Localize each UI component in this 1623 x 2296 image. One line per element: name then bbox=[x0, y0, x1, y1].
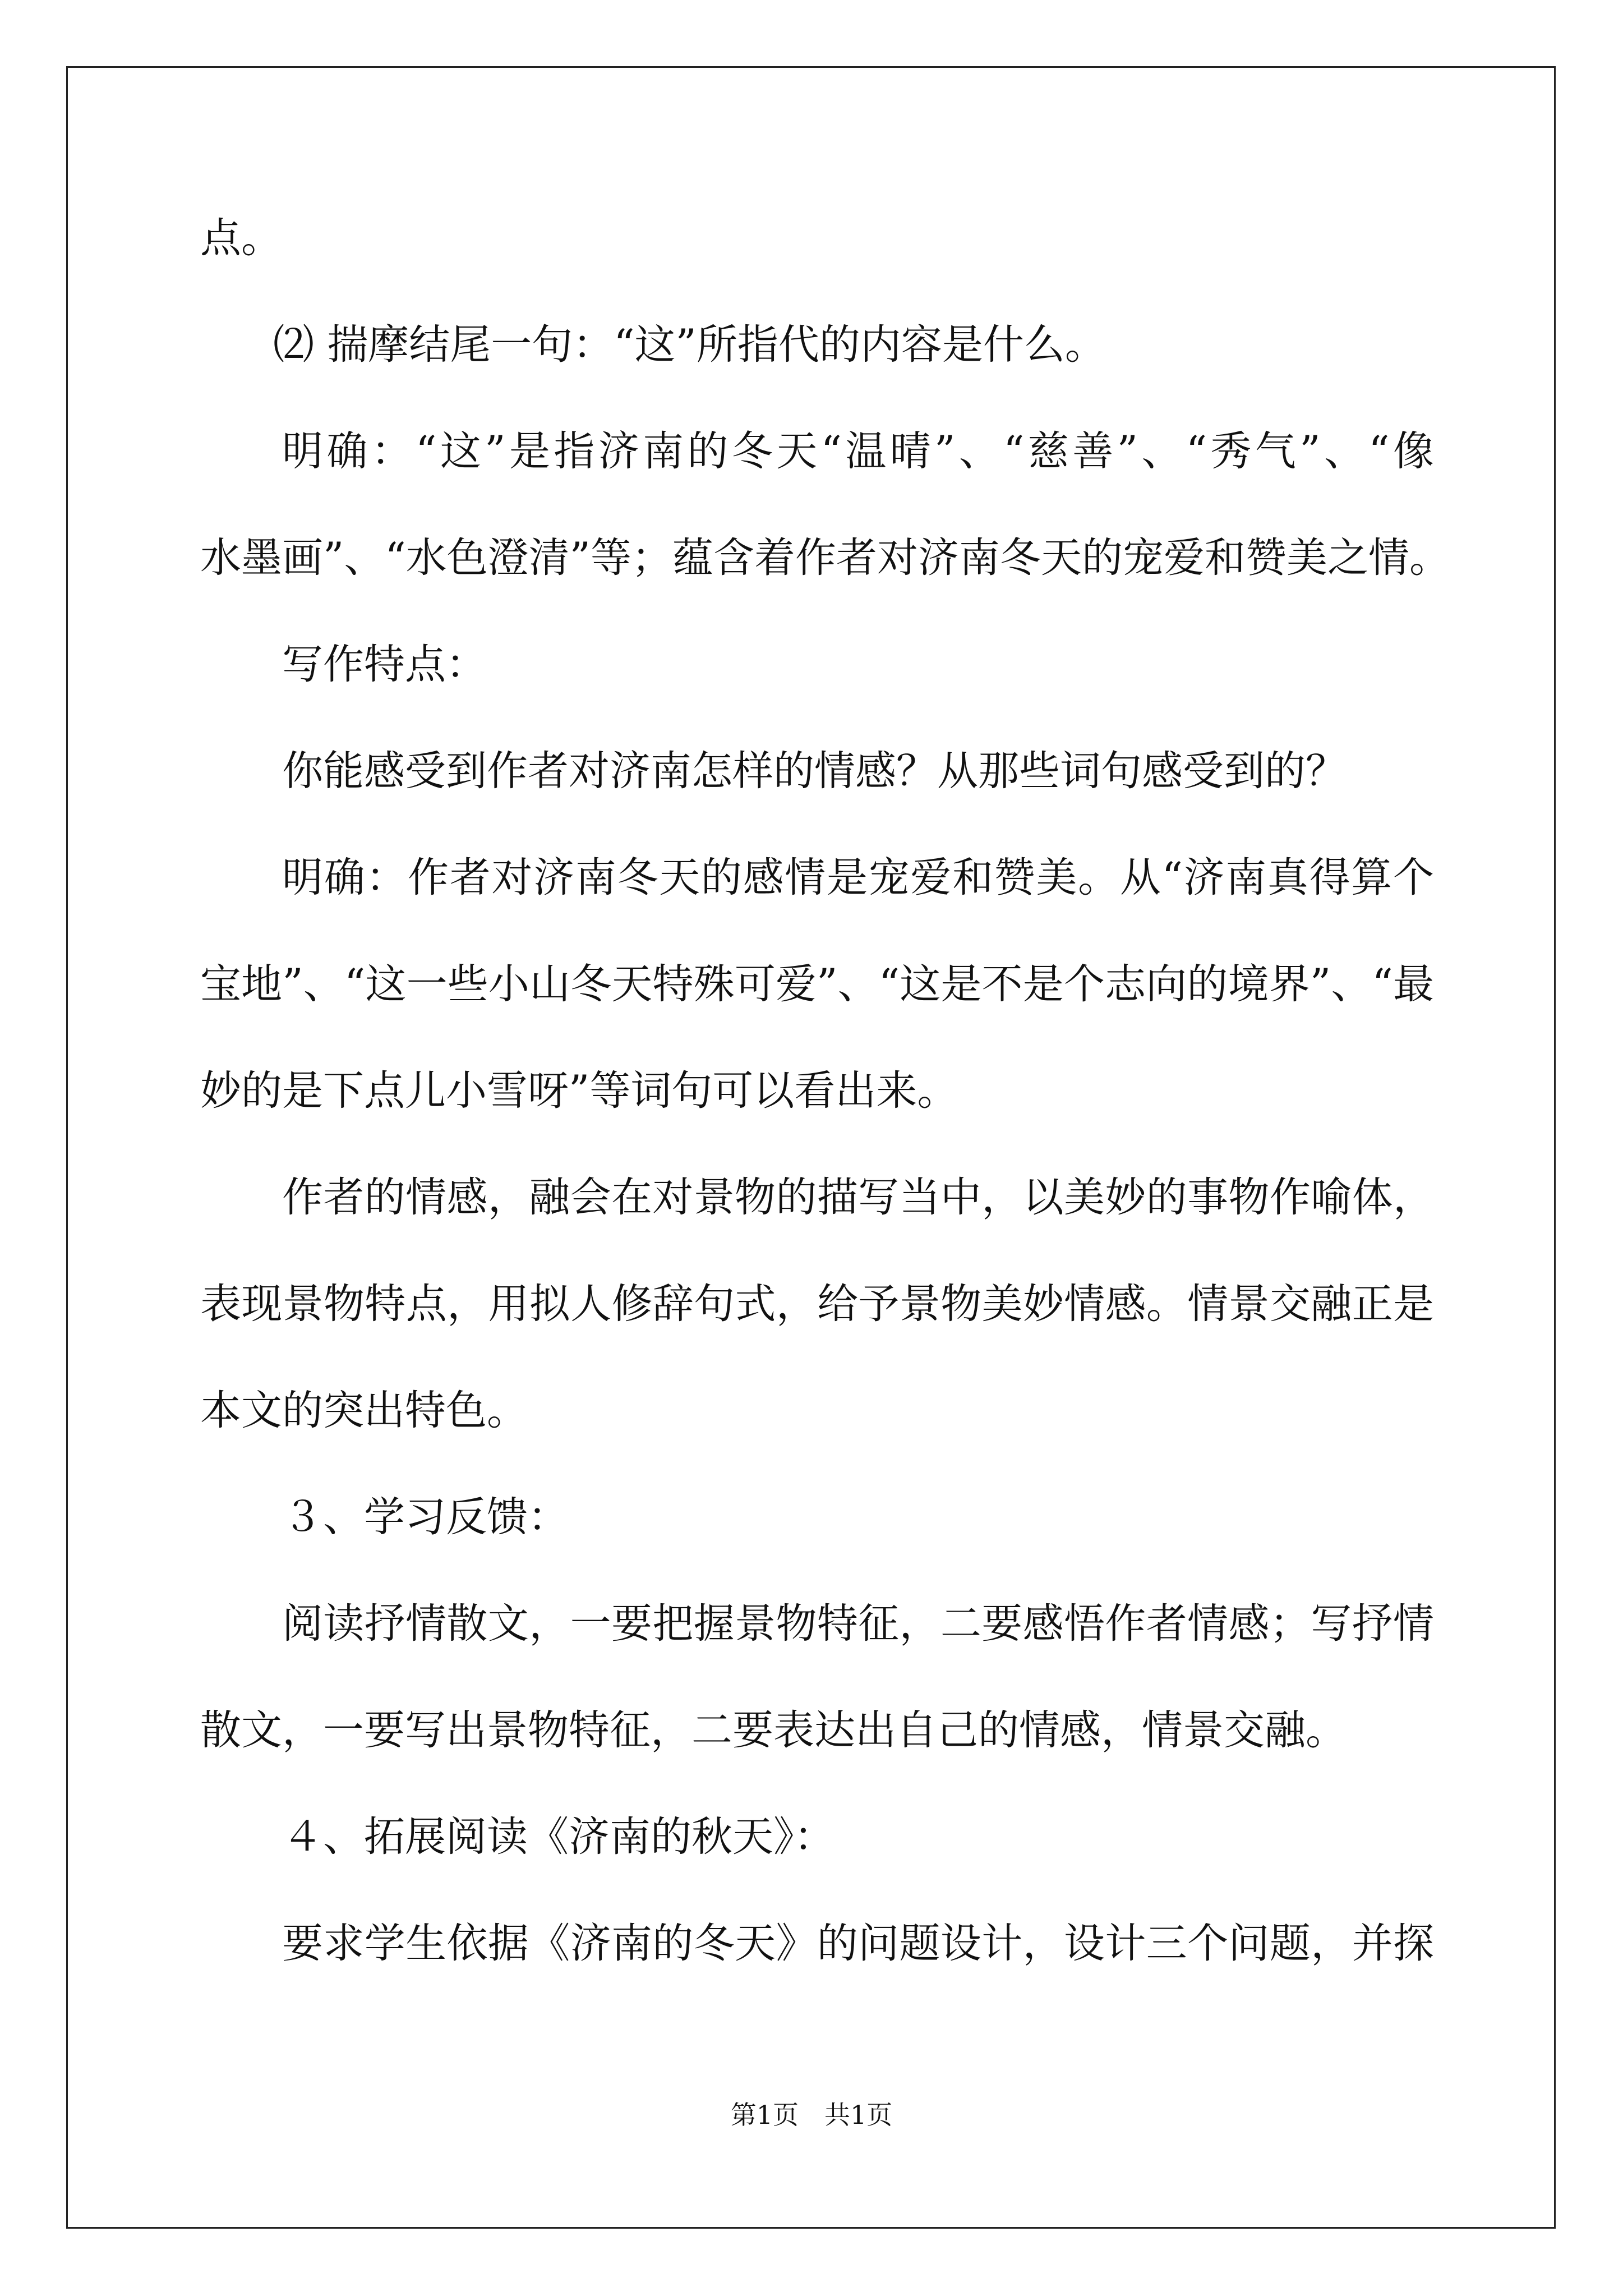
page-number-footer: 第1页 共1页 bbox=[730, 2100, 893, 2130]
text-line-1: 点。 bbox=[200, 214, 282, 262]
text-line-10: 作者的情感，融会在对景物的描写当中，以美妙的事物作喻体， bbox=[282, 1174, 1434, 1221]
text-line-4: 水墨画”、“水色澄清”等；蕴含着作者对济南冬天的宠爱和赞美之情。 bbox=[200, 534, 1450, 582]
text-line-3: 明确：“这”是指济南的冬天“温晴”、“慈善”、“秀气”、“像 bbox=[282, 427, 1434, 475]
text-line-2: ⑵ 揣摩结尾一句：“这”所指代的内容是什么。 bbox=[273, 321, 1106, 369]
text-line-7: 明确：作者对济南冬天的感情是宠爱和赞美。从“济南真得算个 bbox=[282, 854, 1434, 901]
text-line-15: 散文，一要写出景物特征，二要表达出自己的情感，情景交融。 bbox=[200, 1706, 1347, 1754]
text-line-17: 要求学生依据《济南的冬天》的问题设计，设计三个问题，并探 bbox=[282, 1920, 1434, 1967]
text-line-6: 你能感受到作者对济南怎样的情感？从那些词句感受到的？ bbox=[282, 747, 1347, 795]
text-line-11: 表现景物特点，用拟人修辞句式，给予景物美妙情感。情景交融正是 bbox=[200, 1280, 1434, 1328]
text-line-12: 本文的突出特色。 bbox=[200, 1387, 528, 1434]
text-line-8: 宝地”、“这一些小山冬天特殊可爱”、“这是不是个志向的境界”、“最 bbox=[200, 960, 1434, 1008]
text-line-9: 妙的是下点儿小雪呀”等词句可以看出来。 bbox=[200, 1067, 958, 1115]
section-heading-4: ４、拓展阅读《济南的秋天》： bbox=[282, 1813, 835, 1861]
text-line-5: 写作特点： bbox=[282, 641, 487, 688]
text-line-14: 阅读抒情散文，一要把握景物特征，二要感悟作者情感；写抒情 bbox=[282, 1600, 1434, 1648]
page-frame bbox=[66, 66, 1556, 2229]
section-heading-3: ３、学习反馈： bbox=[282, 1493, 569, 1541]
